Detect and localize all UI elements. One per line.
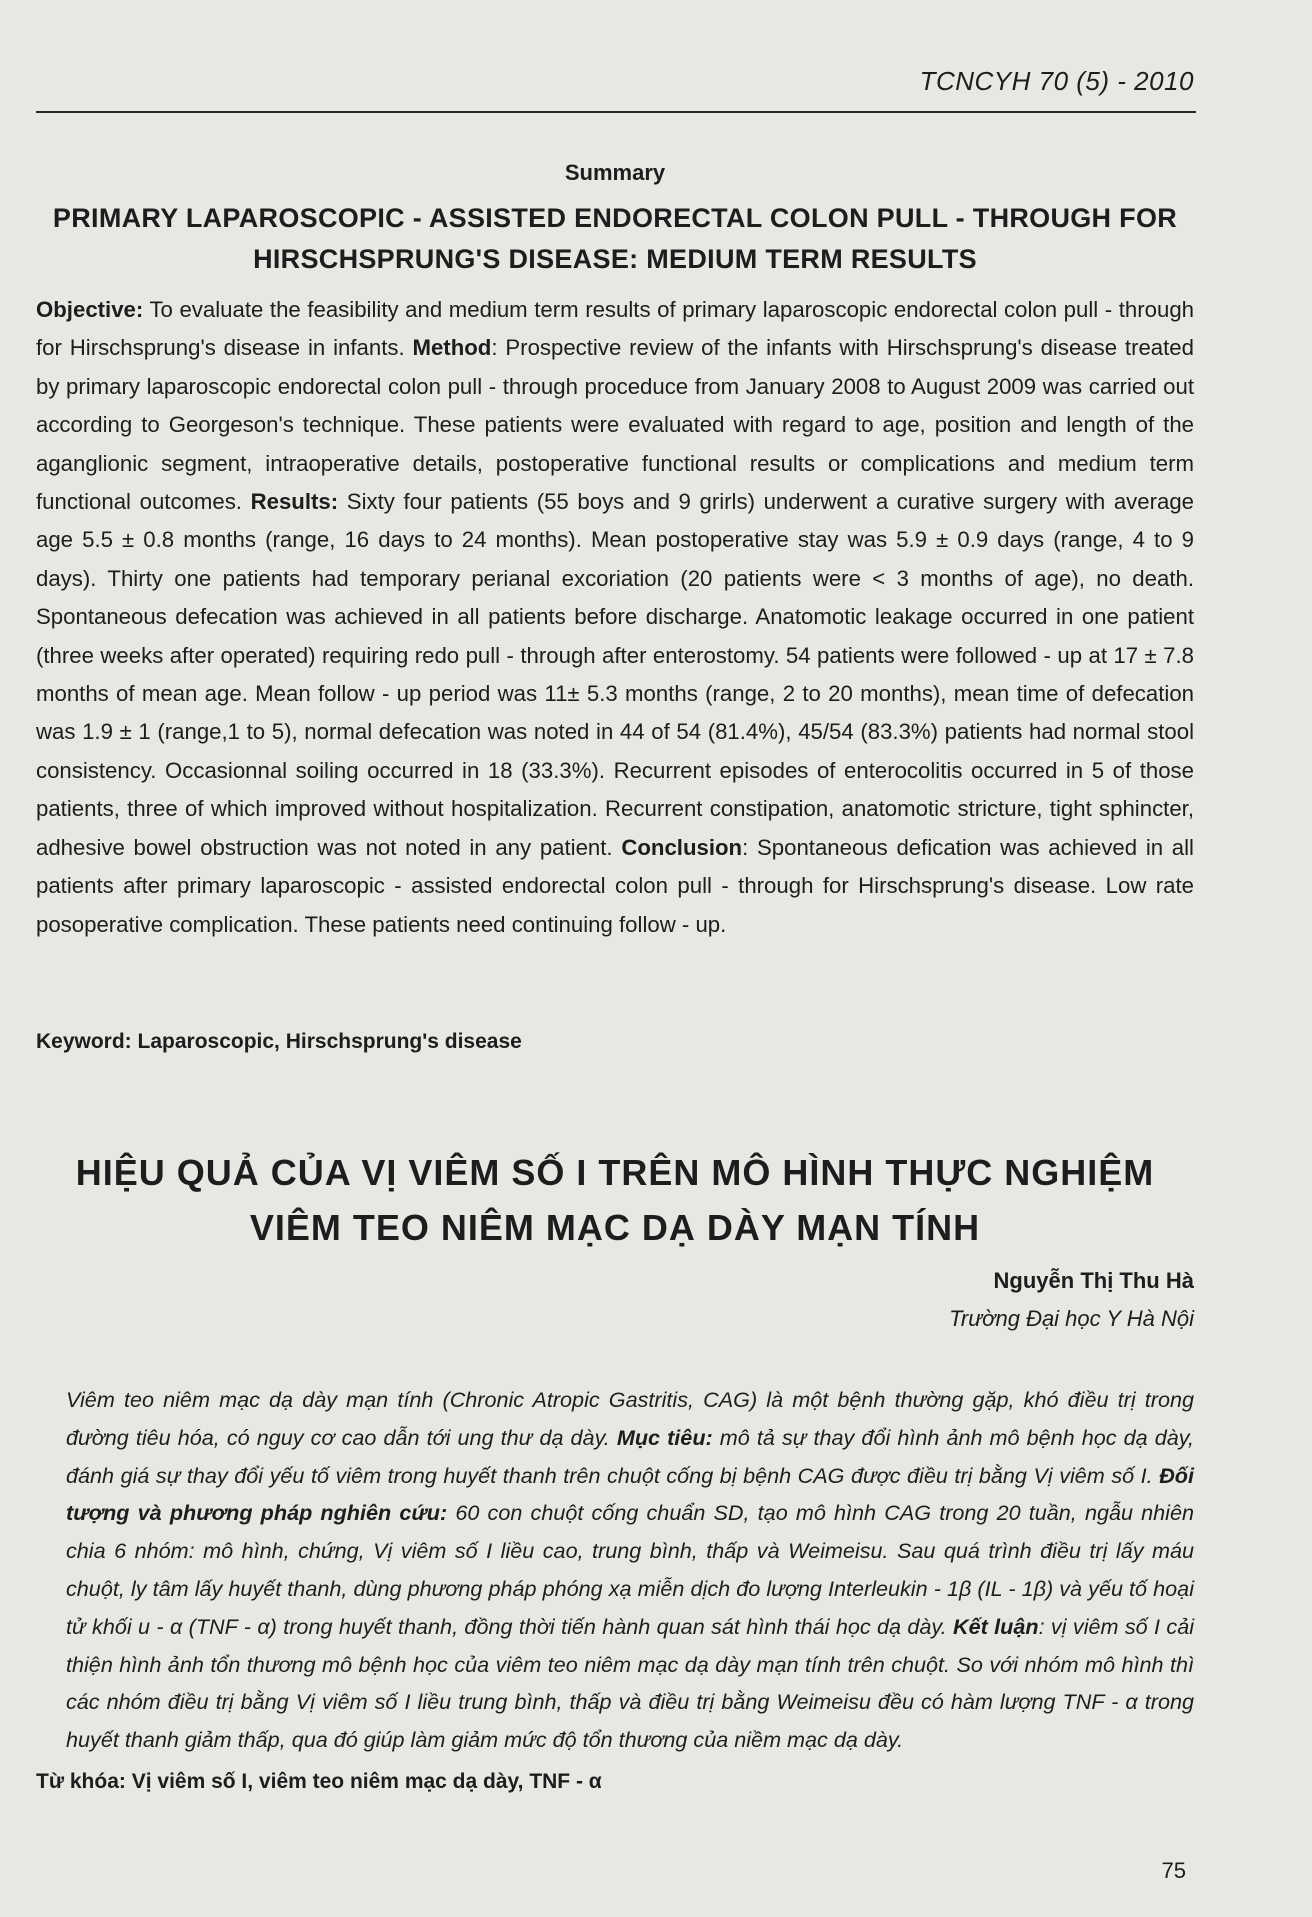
results-text: Sixty four patients (55 boys and 9 grirls) underwent a curative surgery with average age 5.5 ± 0.8 months (range, 16 days to 24 months). Mean postoperative stay was 5.9 ± 0.9 days (range, 4 to 9 days). Thirty one patients had temporary perianal excoriation (20 patients were < 3 months of age), no death. Spontaneous defecation was achieved in all patients before discharge. Anatomotic leakage occurred in one patient (three weeks after operated) requiring redo pull - through after enterostomy. 54 patients were followed - up at 17 ± 7.8 months of mean age. Mean follow - up period was 11± 5.3 months (range, 2 to 20 months), mean time of defecation was 1.9 ± 1 (range,1 to 5), normal defecation was noted in 44 of 54 (81.4%), 45/54 (83.3%) patients had normal stool consistency. Occasionnal soiling occurred in 18 (33.3%). Recurrent episodes of enterocolitis occurred in 5 of those patients, three of which improved without hospitalization. Recurrent constipation, anatomotic stricture, tight sphincter, adhesive bowel obstruction was not noted in any patient.: [36, 489, 1195, 860]
author-affiliation: Trường Đại học Y Hà Nội: [949, 1306, 1194, 1331]
vn-intro-text: Viêm teo niêm mạc dạ dày mạn tính (Chronic Atropic Gastritis, CAG) là một bệnh thường gặp, khó điều trị trong đường tiêu hóa, có nguy cơ cao dẫn tới ung thư dạ dày.: [66, 1387, 1194, 1450]
ket-luan-label: Kết luận: [953, 1613, 1039, 1639]
journal-reference: TCNCYH 70 (5) - 2010: [919, 66, 1194, 96]
method-text: : Prospective review of the infants with Hirschsprung's disease treated by primary laparoscopic endorectal colon pull - through proceduce from January 2008 to August 2009 was carried out according to Georgeson's technique. These patients were evaluated with regard to age, position and length of the aganglionic segment, intraoperative details, postoperative functional results or complications and medium term functional outcomes.: [36, 335, 1194, 515]
header-rule: [36, 111, 1196, 113]
vietnamese-title-line-1: HIỆU QUẢ CỦA VỊ VIÊM SỐ I TRÊN MÔ HÌNH THỰC NGHIỆM: [75, 1152, 1155, 1193]
page-number: 75: [1161, 1858, 1186, 1883]
muc-tieu-label: Mục tiêu:: [616, 1424, 713, 1450]
conclusion-text: : Spontaneous defication was achieved in all patients after primary laparoscopic - assisted endorectal colon pull - through for Hirschsprung's disease. Low rate posoperative complication. These patients need continuing follow - up.: [36, 834, 1194, 937]
muc-tieu-text: mô tả sự thay đổi hình ảnh mô bệnh học dạ dày, đánh giá sự thay đổi yếu tố viêm trong huyết thanh trên chuột cống bị bệnh CAG được điều trị bằng Vị viêm số I.: [66, 1424, 1194, 1488]
doi-tuong-label: Đối tượng và phương pháp nghiên cứu:: [66, 1462, 1194, 1526]
method-label: Method: [412, 335, 492, 361]
english-keywords: Keyword: Laparoscopic, Hirschsprung's disease: [36, 1030, 522, 1053]
author-name: Nguyễn Thị Thu Hà: [993, 1268, 1194, 1293]
ket-luan-text: : vị viêm số I cải thiện hình ảnh tổn thương mô bệnh học của viêm teo niêm mạc dạ dày mạn tính trên chuột. So với nhóm mô hình thì các nhóm điều trị bằng Vị viêm số I liều trung bình, thấp và điều trị bằng Weimeisu đều có hàm lượng TNF - α trong huyết thanh giảm thấp, qua đó giúp làm giảm mức độ tổn thương của niềm mạc dạ dày.: [66, 1613, 1195, 1753]
conclusion-label: Conclusion: [621, 834, 743, 860]
vietnamese-title: [36, 1145, 1194, 1255]
vietnamese-title-line-2: VIÊM TEO NIÊM MẠC DẠ DÀY MẠN TÍNH: [249, 1207, 981, 1248]
vietnamese-abstract: [66, 1381, 1194, 1759]
objective-text: To evaluate the feasibility and medium term results of primary laparoscopic endorectal colon pull - through for Hirschsprung's disease in infants.: [36, 297, 1194, 361]
english-abstract: [36, 291, 1194, 944]
vietnamese-keywords: Từ khóa: Vị viêm số I, viêm teo niêm mạc dạ dày, TNF - α: [36, 1770, 602, 1793]
english-title: PRIMARY LAPAROSCOPIC - ASSISTED ENDORECTAL COLON PULL - THROUGH FOR HIRSCHSPRUNG'S DISEASE: MEDIUM TERM RESULTS: [52, 203, 1178, 274]
objective-label: Objective:: [36, 297, 144, 322]
summary-heading: Summary: [564, 160, 666, 185]
doi-tuong-text: 60 con chuột cống chuẩn SD, tạo mô hình CAG trong 20 tuần, ngẫu nhiên chia 6 nhóm: mô hình, chứng, Vị viêm số I liều cao, trung bình, thấp và Weimeisu. Sau quá trình điều trị lấy máu chuột, ly tâm lấy huyết thanh, dùng phương pháp phóng xạ miễn dịch đo lượng Interleukin - 1β (IL - 1β) và yếu tố hoại tử khối u - α (TNF - α) trong huyết thanh, đồng thời tiến hành quan sát hình thái học dạ dày.: [66, 1500, 1194, 1639]
results-label: Results:: [250, 489, 339, 515]
